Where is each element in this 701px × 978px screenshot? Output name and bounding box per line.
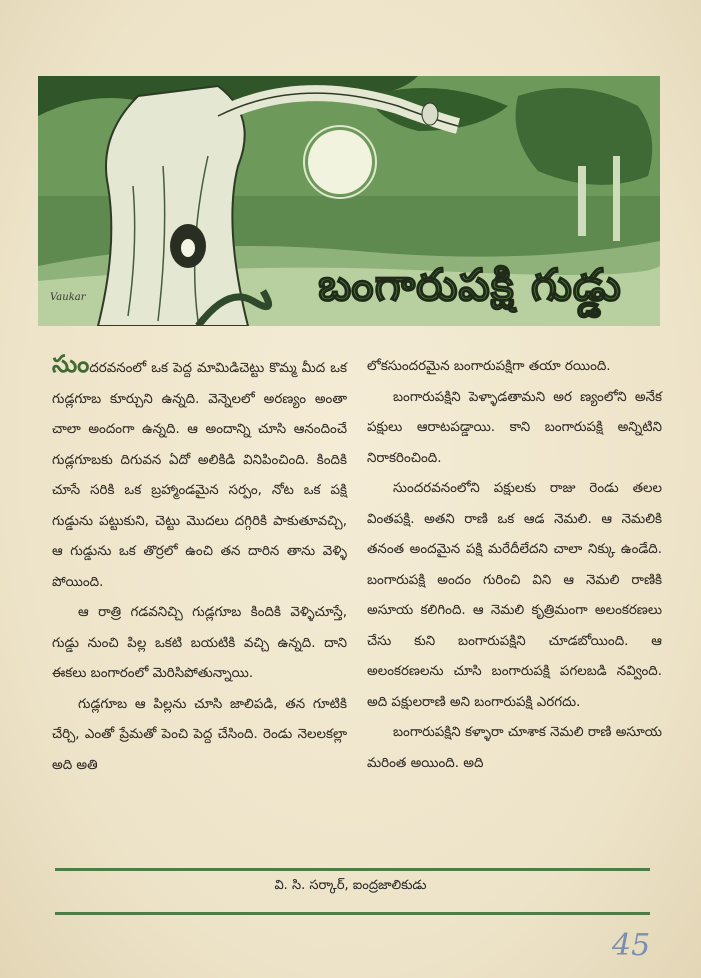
paragraph: సుందరవనంలోని పక్షులకు రాజు రెండు తలల వింతపక్షి. అతని రాణి ఒక ఆడ నెమలి. ఆ నెమలికి తనంత అందమైన పక్షి మరేదీలేదని చాలా నిక్కు ఉండేది. బంగారుపక్షి అందం గురించి విని ఆ నెమలి రాణికి అసూయ కలిగింది. ఆ నెమలి కృత్రిమంగా అలంకరణలు చేసు కుని బంగారుపక్షిని చూడబోయింది. ఆ అలంకరణలను చూసి బంగారుపక్షి పగలబడి నవ్వింది. అది పక్షులరాణి అని బంగారుపక్షి ఎరగదు. [367,481,662,710]
paragraph: ఆ రాత్రి గడవనిచ్చి గుడ్లగూబ కిందికి వెళ్ళిచూస్తే, గుడ్డు నుంచి పిల్ల ఒకటి బయటికి వచ్చి ఉన్నది. దాని ఈకలు బంగారంలో మెరిసిపోతున్నాయి. [52,605,347,681]
paragraph-text: దరవనంలో ఒక పెద్ద మామిడిచెట్టు కొమ్మ మీద ఒక గుడ్లగూబ కూర్చుని ఉన్నది. వెన్నెలలో అరణ్యం అంతా చాలా అందంగా ఉన్నది. ఆ అందాన్ని చూసి ఆనందించే గుడ్లగూబకు దిగువన ఏదో అలికిడి వినిపించింది. కిందికి చూసే సరికి ఒక బ్రహ్మాండమైన సర్పం, నోట ఒక పక్షి గుడ్డును పట్టుకుని, చెట్టు మొదలు దగ్గిరికి పాకుతూవచ్చి, ఆ గుడ్డును ఒక తొర్రలో ఉంచి తన దారిన తాను వెళ్ళి పోయింది. [52,361,347,590]
footer-rule-top [55,868,650,871]
dropcap: సుం [52,350,90,378]
footer-rule-bottom [55,912,650,915]
author-credit: వి. సి. సర్కార్, ఐంద్రజాలికుడు [274,878,427,893]
right-column [367,352,662,852]
paragraph: గుడ్లగూబ ఆ పిల్లను చూసి జాలిపడి, తన గూటికి చేర్చి, ఎంతో ప్రేమతో పెంచి పెద్ద చేసింది. రెండు నెలలకల్లా అది అతి [52,696,347,773]
paragraph: లోకసుందరమైన బంగారుపక్షిగా తయా రయింది. [367,359,611,374]
page-number: 45 [612,928,651,963]
artist-signature: Vaukar [50,292,86,303]
story-body [52,352,662,852]
paragraph: బంగారుపక్షిని కళ్ళారా చూశాక నెమలి రాణి అసూయ మరింత అయింది. అది [367,725,662,771]
paragraph [52,352,347,598]
left-column [52,352,347,852]
paragraph: బంగారుపక్షిని పెళ్ళాడతామని అర ణ్యంలోని అనేక పక్షులు ఆరాటపడ్డాయి. కాని బంగారుపక్షి అన్నిటిని నిరాకరించింది. [367,389,662,466]
story-title: బంగారుపక్షి గుడ్డు [318,260,622,311]
